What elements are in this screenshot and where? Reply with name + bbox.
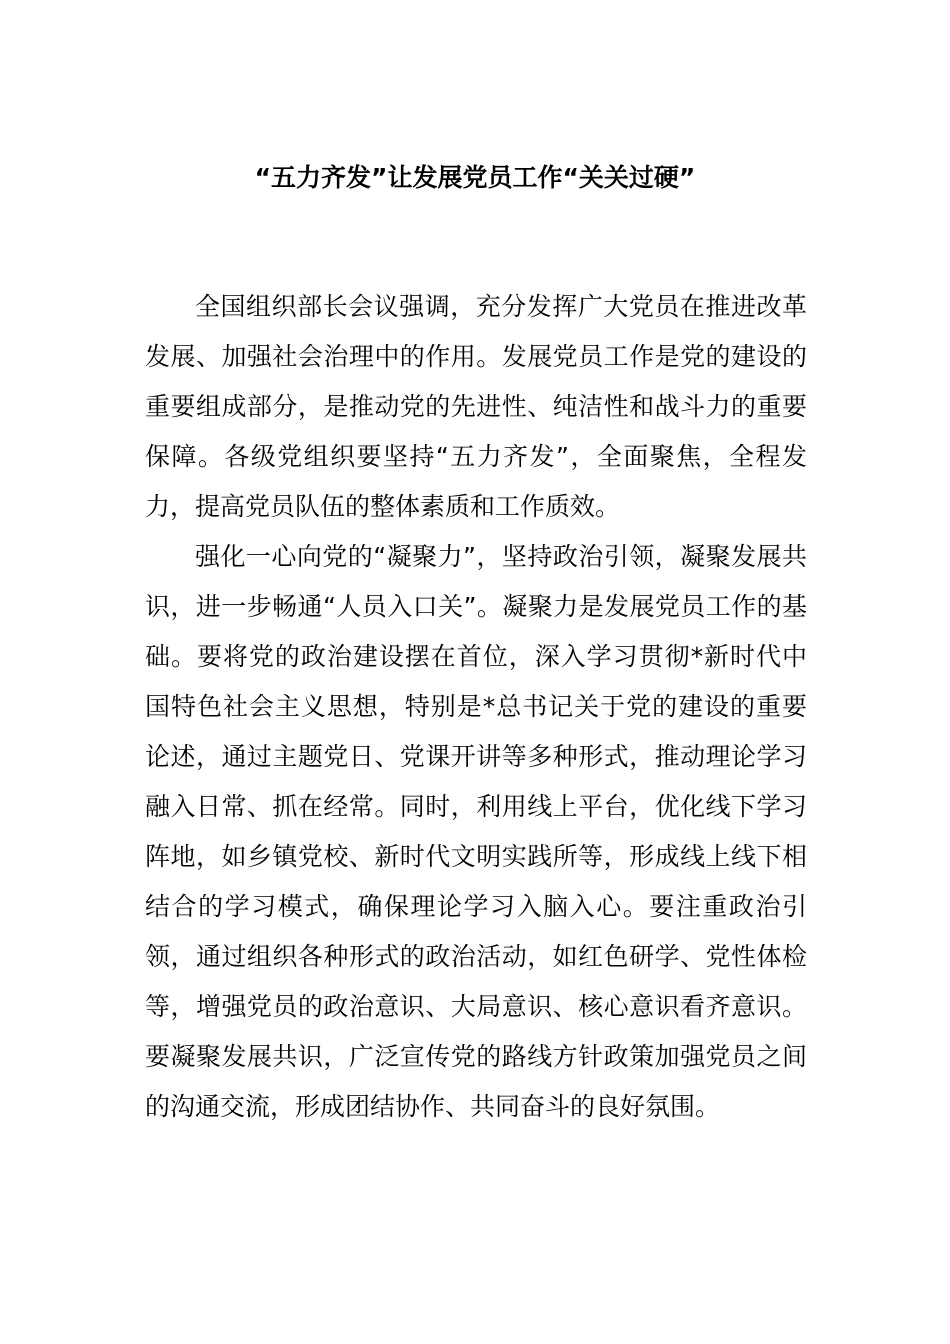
- document-body: [145, 282, 807, 1132]
- paragraph-1: 全国组织部长会议强调，充分发挥广大党员在推进改革发展、加强社会治理中的作用。发展党员工作是党的建设的重要组成部分，是推动党的先进性、纯洁性和战斗力的重要保障。各级党组织要坚持“五力齐发”，全面聚焦，全程发力，提高党员队伍的整体素质和工作质效。: [145, 292, 807, 521]
- document-title: “五力齐发”让发展党员工作“关关过硬”: [254, 163, 696, 192]
- paragraph-2: 强化一心向党的“凝聚力”，坚持政治引领，凝聚发展共识，进一步畅通“人员入口关”。凝聚力是发展党员工作的基础。要将党的政治建设摆在首位，深入学习贯彻*新时代中国特色社会主义思想，特别是*总书记关于党的建设的重要论述，通过主题党日、党课开讲等多种形式，推动理论学习融入日常、抓在经常。同时，利用线上平台，优化线下学习阵地，如乡镇党校、新时代文明实践所等，形成线上线下相结合的学习模式，确保理论学习入脑入心。要注重政治引领，通过组织各种形式的政治活动，如红色研学、党性体检等，增强党员的政治意识、大局意识、核心意识看齐意识。要凝聚发展共识，广泛宣传党的路线方针政策加强党员之间的沟通交流，形成团结协作、共同奋斗的良好氛围。: [145, 542, 807, 1121]
